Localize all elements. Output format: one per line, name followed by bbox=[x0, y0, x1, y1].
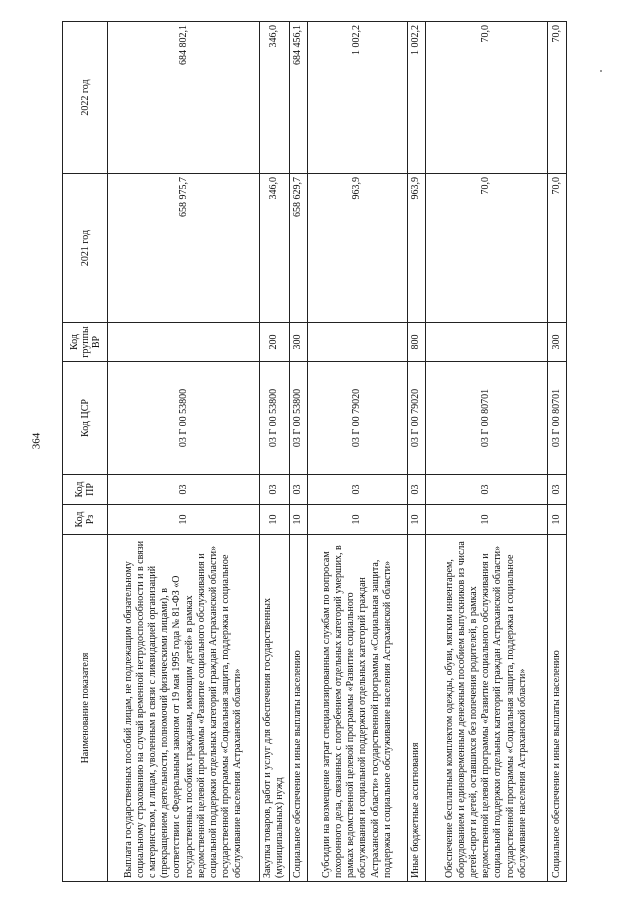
row-csr: 03 Г 00 79020 bbox=[407, 362, 425, 475]
row-pr: 03 bbox=[108, 475, 260, 505]
row-name: Иные бюджетные ассигнования bbox=[407, 535, 425, 882]
row-2021: 346,0 bbox=[260, 174, 290, 323]
row-name: Выплата государственных пособий лицам, не подлежащим обязательному социальному страхованию на случай временной нетрудоспособности и в связи с материнством, и лицам, уволенным в связи с ликвидацией организаций (прекращением деятельности, полномочий физическими лицами), в соответствии с Федеральным законом от 19 мая 1995 года № 81-ФЗ «О государственных пособиях гражданам, имеющим детей» в рамках ведомственной целевой программы «Развитие социального обслуживания и социальной поддержки отдельных категорий граждан Астраханской области» государственной программы «Социальная защита, поддержка и социальное обслуживание населения Астраханской области» bbox=[108, 535, 260, 882]
header-pr: Код ПР bbox=[63, 475, 108, 505]
row-vr: 300 bbox=[547, 323, 566, 362]
header-vr: Код группы ВР bbox=[63, 323, 108, 362]
row-rz: 10 bbox=[307, 505, 407, 535]
row-2022: 346,0 bbox=[260, 22, 290, 174]
header-name: Наименование показателя bbox=[63, 535, 108, 882]
table-row bbox=[108, 22, 260, 882]
row-2022: 684 802,1 bbox=[108, 22, 260, 174]
row-vr bbox=[108, 323, 260, 362]
row-pr: 03 bbox=[547, 475, 566, 505]
scan-speck bbox=[600, 70, 602, 72]
row-pr: 03 bbox=[307, 475, 407, 505]
row-csr: 03 Г 00 79020 bbox=[307, 362, 407, 475]
row-name: Субсидии на возмещение затрат специализированным службам по вопросам похоронного дела, связанных с погребением отдельных категорий умерших, в рамках ведомственной целевой программы «Развитие социального обслуживания и социальной поддержки отдельных категорий граждан Астраханской области» государственной программы «Социальная защита, поддержка и социальное обслуживание населения Астраханской области» bbox=[307, 535, 407, 882]
row-csr: 03 Г 00 53800 bbox=[289, 362, 307, 475]
row-2021: 70,0 bbox=[425, 174, 547, 323]
header-2021: 2021 год bbox=[63, 174, 108, 323]
table-row bbox=[307, 22, 407, 882]
row-csr: 03 Г 00 53800 bbox=[108, 362, 260, 475]
rotated-table-wrapper bbox=[62, 22, 567, 882]
row-rz: 10 bbox=[407, 505, 425, 535]
row-2021: 658 975,7 bbox=[108, 174, 260, 323]
row-name: Социальное обеспечение и иные выплаты населению bbox=[289, 535, 307, 882]
row-vr: 200 bbox=[260, 323, 290, 362]
row-rz: 10 bbox=[289, 505, 307, 535]
header-row bbox=[63, 22, 108, 882]
row-2021: 658 629,7 bbox=[289, 174, 307, 323]
row-csr: 03 Г 00 53800 bbox=[260, 362, 290, 475]
row-name: Закупка товаров, работ и услуг для обеспечения государственных (муниципальных) нужд bbox=[260, 535, 290, 882]
row-vr: 300 bbox=[289, 323, 307, 362]
row-pr: 03 bbox=[289, 475, 307, 505]
row-csr: 03 Г 00 80701 bbox=[547, 362, 566, 475]
row-2021: 70,0 bbox=[547, 174, 566, 323]
table-row bbox=[407, 22, 425, 882]
row-2021: 963,9 bbox=[407, 174, 425, 323]
row-2022: 70,0 bbox=[547, 22, 566, 174]
header-csr: Код ЦСР bbox=[63, 362, 108, 475]
row-csr: 03 Г 00 80701 bbox=[425, 362, 547, 475]
row-rz: 10 bbox=[108, 505, 260, 535]
row-2022: 1 002,2 bbox=[407, 22, 425, 174]
row-2021: 963,9 bbox=[307, 174, 407, 323]
row-vr bbox=[307, 323, 407, 362]
row-name: Социальное обеспечение и иные выплаты населению bbox=[547, 535, 566, 882]
header-rz: Код Рз bbox=[63, 505, 108, 535]
budget-table bbox=[62, 21, 567, 882]
row-rz: 10 bbox=[425, 505, 547, 535]
row-pr: 03 bbox=[407, 475, 425, 505]
row-vr bbox=[425, 323, 547, 362]
row-pr: 03 bbox=[425, 475, 547, 505]
header-2022: 2022 год bbox=[63, 22, 108, 174]
row-vr: 800 bbox=[407, 323, 425, 362]
row-rz: 10 bbox=[547, 505, 566, 535]
row-name: Обеспечение бесплатным комплектом одежды, обуви, мягким инвентарем, оборудованием и единовременным денежным пособием выпускников из числа детей-сирот и детей, оставшихся без попечения родителей, в рамках ведомственной целевой программы «Развитие социального обслуживания и социальной поддержки отдельных категорий граждан Астраханской области» государственной программы «Социальная защита, поддержка и социальное обслуживание населения Астраханской области» bbox=[425, 535, 547, 882]
table-row bbox=[260, 22, 290, 882]
row-2022: 1 002,2 bbox=[307, 22, 407, 174]
page-number: 364 bbox=[30, 432, 43, 450]
table-row bbox=[547, 22, 566, 882]
row-pr: 03 bbox=[260, 475, 290, 505]
table-row bbox=[289, 22, 307, 882]
row-2022: 70,0 bbox=[425, 22, 547, 174]
row-2022: 684 456,1 bbox=[289, 22, 307, 174]
row-rz: 10 bbox=[260, 505, 290, 535]
table-row bbox=[425, 22, 547, 882]
